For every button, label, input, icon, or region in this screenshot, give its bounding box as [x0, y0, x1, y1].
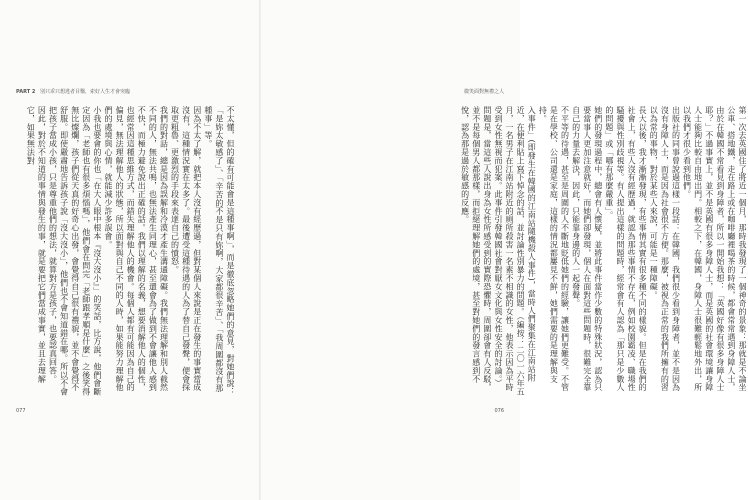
left-page — [0, 0, 259, 500]
page-number-right: 076 — [494, 408, 504, 414]
part-label: PART 2 — [16, 89, 36, 95]
body-text-right: 第一次去英國住了將近一個月，那時我發現了一個神奇的景象：那就是不論坐公車、搭地鐵，走在路上或在咖啡廳裡喝茶的時候，都會常常遇到身障人士，由於在韓國不常看見到身障者，所以一開始我想：「英國好像有很多身障人士耶？」不過事實上，並不是英國有很多身障人士，而是英國的社會環境讓身障人士能夠比較自由地出門。相較之下，在韓國，身障人士很難輕鬆地外出，所以我們才很少看到他們。 出版社的同事曾說過這樣一段話：在韓國，我們很少看到身障者，並不是因為沒有身障人士，而是因為社會很不方便。那麼，被視為正常的我們所擁有的習以為常的事物，對於某些人來說，可能是一種障礙。 長大以後，我才漸漸發現，有些事情其實有很多種不同的樣貌。但是在我們的社會上，有些人沒有經歷過，就認為那些事情不存在，例如校園霸凌、職場性騷擾與性別歧視等。有人提出這樣的問題時，經常會有人認為「那只是少數人的問題」或「哪有那麼嚴重」。 她們的發現過程中，總會有人懷疑，並將此事件當作少數的特殊狀況，認為只要當事人更加注意就好，而她們卻發現，個人在面對這些問題時，很難完全靠自己的力量去解決，因此，只能靠身邊的人一起發聲。 不平等的待遇，甚至是周圍的人不斷地貶低她們的經驗，讓她們更難受。不管是在學校、公司還是家庭，這樣的情況都屢見不鮮，她們需要的是理解與支持。 入事件」(即發生在韓國的江南站隨機殺人事件)，當時人們聚集在江南站附近，在便利貼上寫下悼念的話，並討論性別暴力的問題。（編按：二〇一六年五月，一名男子在江南站附近的廁所殺害一名素不相識的女性，他表示因為平時受到女性無視而犯案。此事件引發韓國社會對厭女文化與女性安全的討論。） 問題是，當這些人說出身為女性所感受到的實際恐懼時，周圍卻會有人反駁，並不是每個男人都那樣，而拒絕理解她們的處境，甚至對她們的發言感到不悅，認為那是過於敏感的反應。 — [460, 106, 747, 396]
running-header-right: 微笑面對無禮之人 — [463, 89, 504, 95]
page-number-left: 077 — [16, 408, 26, 414]
running-header-left — [16, 88, 130, 95]
right-page — [261, 0, 747, 500]
chapter-title-left: 別只乖只想逃者目鑿，索好人生才會突臨 — [39, 89, 130, 95]
body-text-left: 不太懂，但的確有可能會是這種事啊」，而是徹底忽略她們的意見，對她們說：「是妳太敏感了」、「辛苦的不是只有妳啊，大家都很辛苦」、「我周圍都沒有那種事」等。 因為不太了解，就把本人沒有經歷過，但對某個人來說是正在發生的事實當成沒有，這種情況實在太多了。最後遭受這種待遇的人為了替自己發聲，便會採取更粗魯、更激烈的手段來表達自己的憤怒。 我們的對話，總是因為誤解和冷漠才產生溝通障礙。我們無法理解和別人截然不同的人，無法共鳴，也無法產生同理心，甚至還會為了做到不會讓他人感到不快，而極力避免說出正確的話。我們以理解的名義，想要消解他人的個性，也經常因這種思維方式，而錯失理解他人的機會。每個人都有可能因為自己的偏見，無法理解他人的狀態，所以面對與自己不同的人時，如果能努力理解他們的處境與心情，就能減少許多誤會。 小我也要會的你也「在大人眼中根本『沒大沒小』」的笑話，比方說，他們會斷定因為「老師也有很多煩惱嗎」，他們會在問完「老師跟孝順是什麼」之後笑得無比燦爛，孩子們從天真的好奇心出發，會覺得自己很有禮貌，並不會覺得不舒服。即使嚴肅地告訴孩子說「沒大沒小」，他們也不會知道錯在哪。所以不會把孩子當成小孩，只是尊重他們的想法，就算對方是孩子，也要認真回答。 因此，對於不知道的事情與發生的事，就是要把它們當成事實，並且去理解它，如果無法對 — [26, 106, 235, 396]
